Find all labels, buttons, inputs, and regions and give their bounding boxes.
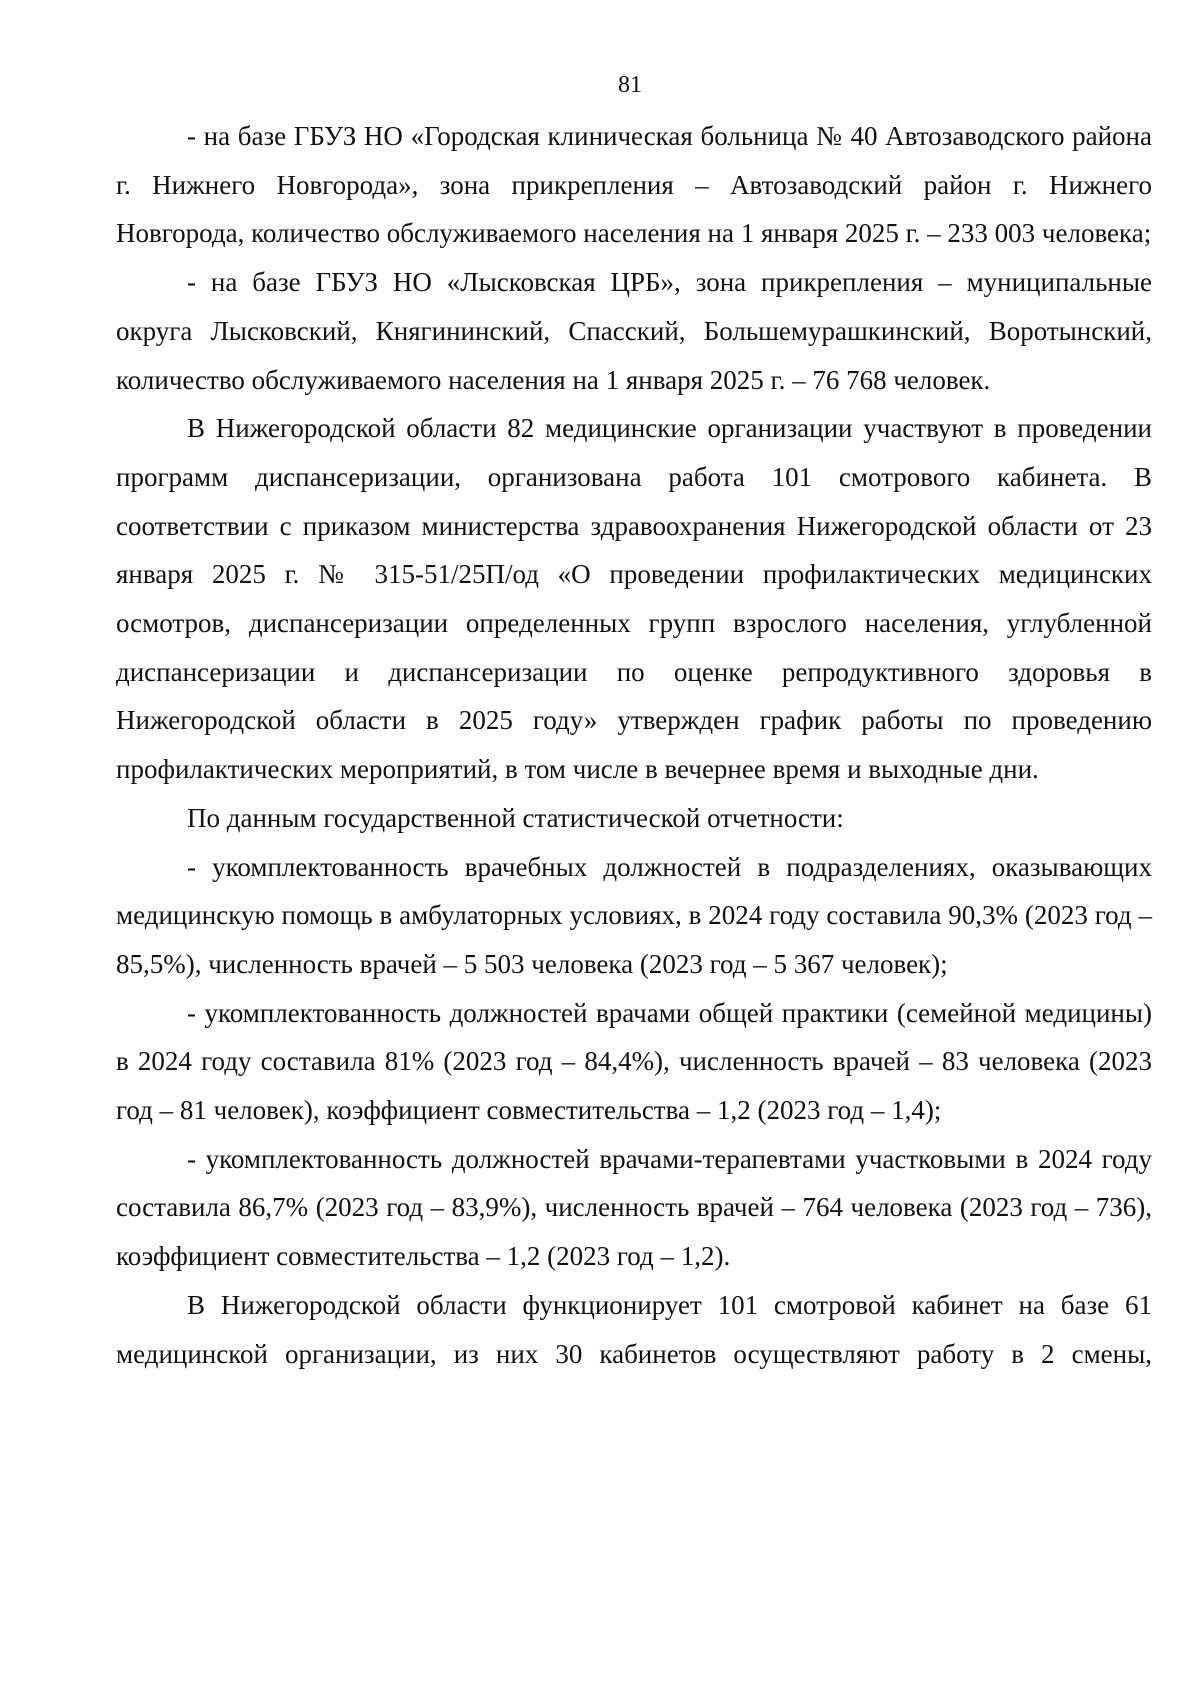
paragraph-hospital-40: - на базе ГБУЗ НО «Городская клиническая больница № 40 Автозаводского района г. Нижнего Новгорода», зона прикрепления – Автозаводский район г. Нижнего Новгорода, количество обслуживаемого населения на 1 января 2025 г. – 233 003 человека; (116, 121, 1152, 249)
paragraph-lyskovskaya-crb: - на базе ГБУЗ НО «Лысковская ЦРБ», зона прикрепления – муниципальные округа Лысковский, Княгининский, Спасский, Большемурашкинский, Воротынский, количество обслуживаемого населения на 1 января 2025 г. – 76 768 человек. (116, 267, 1152, 395)
page-number: 81 (618, 72, 642, 98)
paragraph-statistics-intro: По данным государственной статистической отчетности: (187, 802, 844, 833)
paragraph-dispensary-programs: В Нижегородской области 82 медицинские организации участвуют в проведении программ диспансеризации, организована работа 101 смотрового кабинета. В соответствии с приказом министерства здравоохранения Нижегородской области от 23 января 2025 г. № 315-51/25П/од «О проведении профилактических медицинских осмотров, диспансеризации определенных групп взрослого населения, углубленной диспансеризации и диспансеризации по оценке репродуктивного здоровья в Нижегородской области в 2025 году» утвержден график работы по проведению профилактических мероприятий, в том числе в вечернее время и выходные дни. (116, 413, 1152, 785)
document-body (116, 112, 1152, 1378)
paragraph-ambulatory-staffing: - укомплектованность врачебных должностей в подразделениях, оказывающих медицинскую помощь в амбулаторных условиях, в 2024 году составила 90,3% (2023 год – 85,5%), численность врачей – 5 503 человека (2023 год – 5 367 человек); (116, 851, 1152, 979)
paragraph-therapist-staffing: - укомплектованность должностей врачами-терапевтами участковыми в 2024 году составила 86,7% (2023 год – 83,9%), численность врачей – 764 человека (2023 год – 736), коэффициент совместительства – 1,2 (2023 год – 1,2). (116, 1143, 1152, 1272)
paragraph-examination-rooms: В Нижегородской области функционирует 101 смотровой кабинет на базе 61 медицинской организации, из них 30 кабинетов осуществляют работу в 2 смены, (116, 1289, 1152, 1369)
paragraph-general-practice-staffing: - укомплектованность должностей врачами общей практики (семейной медицины) в 2024 году составила 81% (2023 год – 84,4%), численность врачей – 83 человека (2023 год – 81 человек), коэффициент совместительства – 1,2 (2023 год – 1,4); (116, 997, 1152, 1126)
